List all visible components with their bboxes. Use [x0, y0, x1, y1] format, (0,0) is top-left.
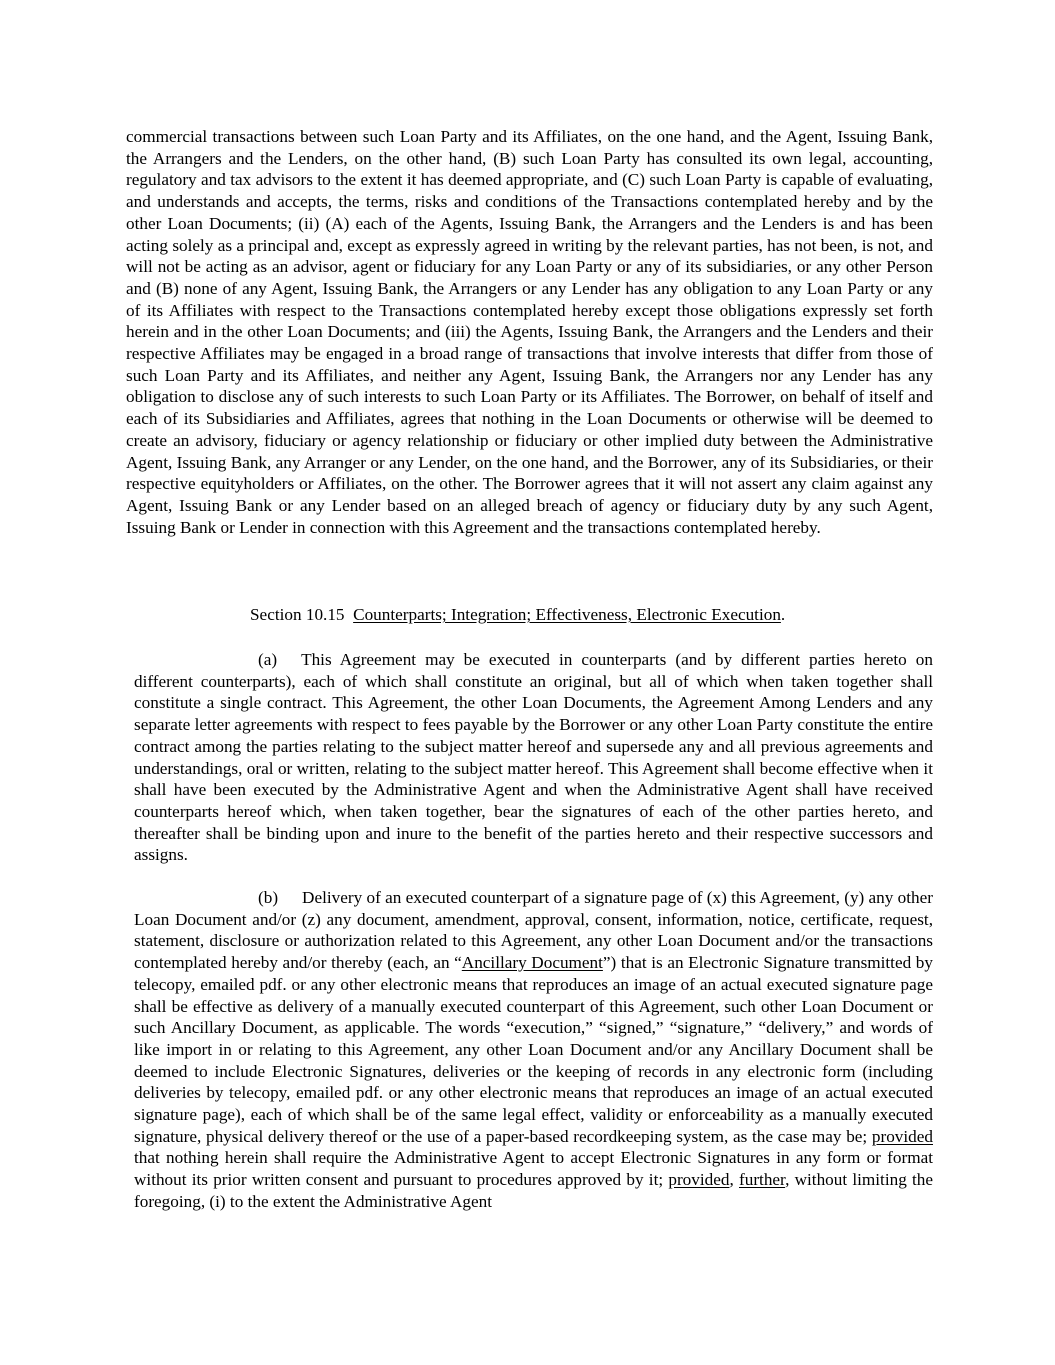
- paragraph-b: [134, 887, 933, 1213]
- section-number: Section 10.15: [250, 605, 345, 624]
- section-title-period: .: [780, 605, 786, 624]
- paragraph-b-text-4: , without limiting the foregoing, (i) to the extent the Administrative Agent: [134, 1170, 934, 1211]
- paragraph-a-text: This Agreement may be executed in counterparts (and by different parties hereto on different counterparts), each of which shall constitute an original, but all of which when taken together shall constitute a single contract. This Agreement, the other Loan Documents, the Agreement Among Lenders and any separate letter agreements with respect to fees payable by the Borrower or any other Loan Party constitute the entire contract among the parties relating to the subject matter hereof and supersede any and all previous agreements and understandings, oral or written, relating to the subject matter hereof. This Agreement shall become effective when it shall have been executed by the Administrative Agent and when the Administrative Agent shall have received counterparts hereof which, when taken together, bear the signatures of each of the other parties hereto, and thereafter shall be binding upon and inure to the benefit of the parties hereto and their respective successors and assigns.: [134, 650, 933, 865]
- provided-term: provided: [871, 1126, 933, 1146]
- paragraph-a-label: (a): [258, 650, 278, 669]
- paragraph-b-text-2: ”) that is an Electronic Signature transmitted by telecopy, emailed pdf. or any other electronic means that reproduces an image of an actual executed signature page shall be effective as delivery of a manually executed counterpart of this Agreement, such other Loan Document or such Ancillary Document, as applicable. The words “execution,” “signed,” “signature,” “delivery,” and words of like import in or relating to this Agreement, any other Loan Document and/or any Ancillary Document shall be deemed to include Electronic Signatures, deliveries or the keeping of records in any electronic form (including deliveries by telecopy, emailed pdf. or any other electronic means that reproduces an image of an actual executed signature page), each of which shall be of the same legal effect, validity or enforceability as a manually executed signature, physical delivery thereof or the use of a paper-based recordkeeping system, as the case may be;: [134, 953, 933, 1146]
- comma-separator: ,: [729, 1170, 739, 1190]
- paragraph-b-label: (b): [258, 888, 279, 907]
- section-title: Counterparts; Integration; Effectiveness, Electronic Execution: [353, 605, 781, 624]
- paragraph-b-text-3: that nothing herein shall require the Administrative Agent to accept Electronic Signatures in any form or format without its prior written consent and pursuant to procedures approved by it;: [134, 1148, 933, 1190]
- section-heading: [250, 604, 785, 626]
- paragraph-continuation: commercial transactions between such Loan Party and its Affiliates, on the one hand, and the Agent, Issuing Bank, the Arrangers and the Lenders, on the other hand, (B) such Loan Party has consulted its own legal, accounting, regulatory and tax advisors to the extent it has deemed appropriate, and (C) such Loan Party is capable of evaluating, and understands and accepts, the terms, risks and conditions of the Transactions contemplated hereby and by the other Loan Documents; (ii) (A) each of the Agents, Issuing Bank, the Arrangers and the Lenders is and has been acting solely as a principal and, except as expressly agreed in writing by the relevant parties, has not been, is not, and will not be acting as an advisor, agent or fiduciary for any Loan Party or any of its subsidiaries, or any other Person and (B) none of any Agent, Issuing Bank, the Arrangers or any Lender has any obligation to any Loan Party or any of its Affiliates with respect to the Transactions contemplated hereby except those obligations expressly set forth herein and in the other Loan Documents; and (iii) the Agents, Issuing Bank, the Arrangers and the Lenders and their respective Affiliates may be engaged in a broad range of transactions that involve interests that differ from those of such Loan Party and its Affiliates, and neither any Agent, Issuing Bank, the Arrangers nor any Lender has any obligation to disclose any of such interests to such Loan Party or its Affiliates. The Borrower, on behalf of itself and each of its Subsidiaries and Affiliates, agrees that nothing in the Loan Documents or otherwise will be deemed to create an advisory, fiduciary or agency relationship or fiduciary or other implied duty between the Administrative Agent, Issuing Bank, any Arranger or any Lender, on the one hand, and the Borrower, any of its Subsidiaries, or their respective equityholders or Affiliates, on the other. The Borrower agrees that it will not assert any claim against any Agent, Issuing Bank or any Lender based on an alleged breach of agency or fiduciary duty by any such Agent, Issuing Bank or Lender in connection with this Agreement and the transactions contemplated hereby.: [126, 127, 933, 537]
- paragraph-b-text-1: Delivery of an executed counterpart of a signature page of (x) this Agreement, (y) any other Loan Document and/or (z) any document, amendment, approval, consent, information, notice, certificate, request, statement, disclosure or authorization related to this Agreement, any other Loan Document and/or the transactions contemplated hereby and/or thereby (each, an “: [134, 888, 933, 973]
- defined-term-ancillary-document: Ancillary Document: [461, 953, 603, 973]
- paragraph-a: [134, 649, 933, 866]
- further-term: further: [739, 1170, 786, 1190]
- provided-term-2: provided: [668, 1170, 730, 1190]
